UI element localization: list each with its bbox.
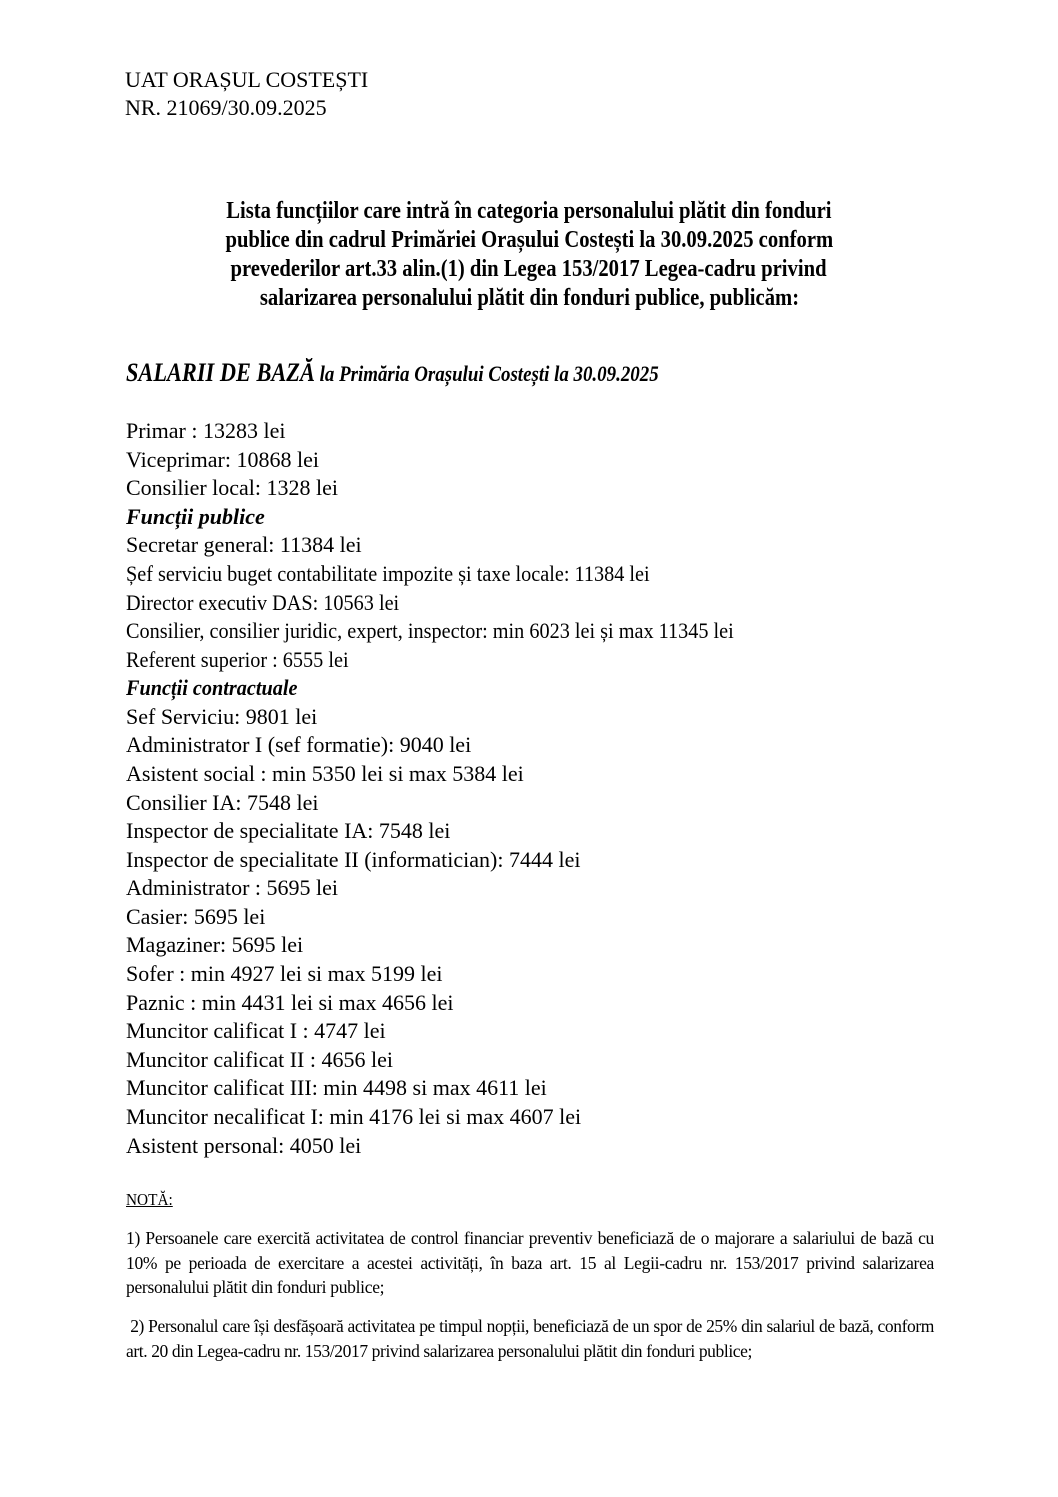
institution-name: UAT ORAȘUL COSTEȘTI xyxy=(125,67,369,92)
salary-item: Paznic : min 4431 lei si max 4656 lei xyxy=(126,990,454,1015)
salary-item: Administrator I (sef formatie): 9040 lei xyxy=(126,732,472,757)
document-number: NR. 21069/30.09.2025 xyxy=(125,95,327,120)
section-contract: Funcții contractuale xyxy=(126,675,298,700)
salary-item: Sofer : min 4927 lei si max 5199 lei xyxy=(126,961,443,986)
salary-item: Asistent personal: 4050 lei xyxy=(126,1133,362,1158)
salary-item: Inspector de specialitate II (informatician): 7444 lei xyxy=(126,847,581,872)
salary-item: Consilier IA: 7548 lei xyxy=(126,790,319,815)
salary-item: Muncitor calificat I : 4747 lei xyxy=(126,1018,386,1043)
salary-item: Consilier local: 1328 lei xyxy=(126,475,339,500)
salary-item: Asistent social : min 5350 lei si max 5384 lei xyxy=(126,761,524,786)
salary-item: Muncitor calificat II : 4656 lei xyxy=(126,1047,393,1072)
note-item: 1) Persoanele care exercită activitatea de control financiar preventiv beneficiază de o majorare a salariului de bază cu 10% pe perioada de exercitare a acestei activități, în baza art. 15 al Legii-cadru nr. 153/2017 privind salarizarea personalului plătit din fonduri publice; xyxy=(126,1228,934,1297)
salary-item: Viceprimar: 10868 lei xyxy=(126,447,319,472)
title-line: publice din cadrul Primăriei Orașului Costești la 30.09.2025 conform xyxy=(225,227,833,253)
salary-item: Sef Serviciu: 9801 lei xyxy=(126,704,318,729)
salary-item: Casier: 5695 lei xyxy=(126,904,266,929)
heading-main: SALARII DE BAZĂ xyxy=(126,358,315,387)
title-line: salarizarea personalului plătit din fonduri publice, publicăm: xyxy=(259,285,799,311)
salary-item: Director executiv DAS: 10563 lei xyxy=(126,590,400,615)
note-item: 2) Personalul care își desfășoară activitatea pe timpul nopții, beneficiază de un spor de 25% din salariul de bază, conform art. 20 din Legea-cadru nr. 153/2017 privind salarizarea personalului plătit din fonduri publice; xyxy=(126,1316,938,1361)
section-public: Funcții publice xyxy=(126,504,265,529)
salary-item: Șef serviciu buget contabilitate impozite și taxe locale: 11384 lei xyxy=(126,561,650,586)
note-label: NOTĂ: xyxy=(126,1190,173,1209)
salary-item: Referent superior : 6555 lei xyxy=(126,647,349,672)
salary-item: Secretar general: 11384 lei xyxy=(126,532,362,557)
salary-item: Muncitor calificat III: min 4498 si max 4611 lei xyxy=(126,1075,547,1100)
salary-item: Administrator : 5695 lei xyxy=(126,875,339,900)
salary-item: Inspector de specialitate IA: 7548 lei xyxy=(126,818,451,843)
heading-rest: la Primăria Orașului Costești la 30.09.2025 xyxy=(314,361,659,386)
section-heading xyxy=(126,358,659,388)
title-line: prevederilor art.33 alin.(1) din Legea 153/2017 Legea-cadru privind xyxy=(230,256,828,282)
salary-item: Magaziner: 5695 lei xyxy=(126,932,304,957)
title-line: Lista funcțiilor care intră în categoria personalului plătit din fonduri xyxy=(226,198,832,224)
salary-item: Muncitor necalificat I: min 4176 lei si max 4607 lei xyxy=(126,1104,582,1129)
salary-item: Primar : 13283 lei xyxy=(126,418,286,443)
salary-item: Consilier, consilier juridic, expert, inspector: min 6023 lei și max 11345 lei xyxy=(126,618,734,643)
